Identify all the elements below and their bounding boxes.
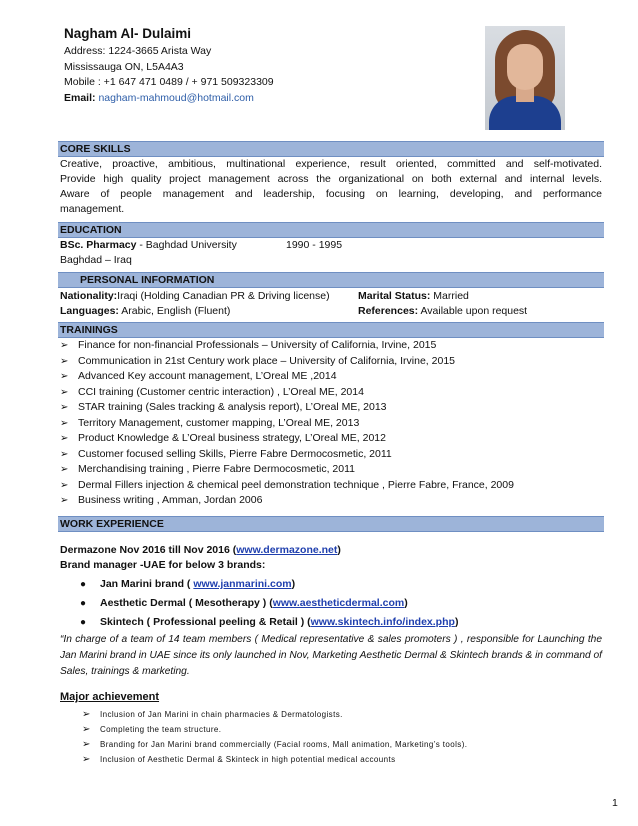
- arrow-bullet-icon: ➢: [60, 371, 69, 382]
- brands-list: [80, 575, 458, 632]
- education-heading: EDUCATION: [58, 222, 604, 238]
- core-skills-line: Provide high quality project management across the organizational on both external and internal levels.: [60, 173, 602, 185]
- languages-label: Languages:: [60, 305, 119, 317]
- list-item: ➢ CCI training (Customer centric interaction) , L’Oreal ME, 2014: [60, 385, 602, 401]
- list-item: ➢ STAR training (Sales tracking & analysis report), L’Oreal ME, 2013: [60, 400, 602, 416]
- work-experience-heading: WORK EXPERIENCE: [58, 516, 604, 532]
- arrow-bullet-icon: ➢: [82, 724, 91, 735]
- list-item: ➢ Completing the team structure.: [82, 724, 222, 735]
- arrow-bullet-icon: ➢: [82, 754, 91, 765]
- janmarini-link[interactable]: www.janmarini.com: [193, 578, 292, 590]
- core-skills-heading: CORE SKILLS: [58, 141, 604, 157]
- trainings-heading: TRAININGS: [58, 322, 604, 338]
- list-item: ➢ Business writing , Amman, Jordan 2006: [60, 493, 602, 509]
- nationality-label: Nationality:: [60, 290, 118, 302]
- address-line: Address: 1224-3665 Arista Way: [64, 45, 212, 57]
- bullet-icon: ●: [80, 579, 87, 590]
- languages-line: [60, 304, 230, 319]
- page-number: 1: [612, 797, 618, 809]
- core-skills-line: management.: [60, 203, 125, 215]
- marital-value: Married: [430, 290, 469, 302]
- nationality-line: [60, 289, 330, 304]
- personal-info-heading: PERSONAL INFORMATION: [58, 272, 604, 288]
- trainings-list: [60, 338, 602, 509]
- list-item: ➢ Territory Management, customer mapping, L’Oreal ME, 2013: [60, 416, 602, 432]
- list-item: ➢ Branding for Jan Marini brand commercially (Facial rooms, Mall animation, Marketing’s tools).: [82, 739, 468, 750]
- list-item: ➢ Finance for non-financial Professionals – University of California, Irvine, 2015: [60, 338, 602, 354]
- list-item: ➢ Inclusion of Jan Marini in chain pharmacies & Dermatologists.: [82, 709, 343, 720]
- arrow-bullet-icon: ➢: [82, 709, 91, 720]
- contact-header: [64, 26, 484, 106]
- list-item: ● Jan Marini brand ( www.janmarini.com): [80, 575, 458, 594]
- list-item: ● Skintech ( Professional peeling & Retail ) (www.skintech.info/index.php): [80, 613, 458, 632]
- list-item: ● Aesthetic Dermal ( Mesotherapy ) (www.aestheticdermal.com): [80, 594, 458, 613]
- profile-photo: [485, 26, 565, 130]
- mobile-line: Mobile : +1 647 471 0489 / + 971 509323309: [64, 76, 274, 88]
- references-value: Available upon request: [418, 305, 528, 317]
- arrow-bullet-icon: ➢: [60, 402, 69, 413]
- arrow-bullet-icon: ➢: [60, 448, 69, 460]
- achievements-list: [82, 707, 467, 767]
- arrow-bullet-icon: ➢: [82, 739, 91, 750]
- candidate-name: Nagham Al- Dulaimi: [64, 26, 192, 41]
- bullet-icon: ●: [80, 617, 87, 628]
- skintech-link[interactable]: www.skintech.info/index.php: [310, 616, 455, 628]
- email-link[interactable]: nagham-mahmoud@hotmail.com: [98, 91, 254, 104]
- arrow-bullet-icon: ➢: [60, 355, 69, 367]
- list-item: ➢ Communication in 21st Century work place – University of California, Irvine, 2015: [60, 354, 602, 370]
- arrow-bullet-icon: ➢: [60, 464, 69, 475]
- city-line: Mississauga ON, L5A4A3: [64, 60, 184, 73]
- arrow-bullet-icon: ➢: [60, 417, 69, 429]
- education-years: 1990 - 1995: [286, 239, 343, 251]
- arrow-bullet-icon: ➢: [60, 386, 69, 398]
- email-label: Email:: [64, 91, 96, 104]
- list-item: ➢ Product Knowledge & L’Oreal business strategy, L’Oreal ME, 2012: [60, 431, 602, 447]
- dermazone-link[interactable]: www.dermazone.net: [236, 544, 338, 556]
- list-item: ➢ Dermal Fillers injection & chemical peel demonstration technique , Pierre Fabre, France, 2009: [60, 478, 602, 494]
- job-description: “In charge of a team of 14 team members ( Medical representative & sales promoters ) , responsible for Launching the Jan Marini brand in UAE since its only launched in Nov, Marketing Aesthetic Dermal & Skintech brands & in command of Sales, trainings & marketing.: [60, 634, 602, 677]
- aestheticdermal-link[interactable]: www.aestheticdermal.com: [272, 597, 405, 609]
- major-achievement-heading: Major achievement: [60, 691, 160, 703]
- nationality-value: Iraqi (Holding Canadian PR & Driving license): [117, 290, 330, 302]
- bullet-icon: ●: [80, 598, 87, 609]
- arrow-bullet-icon: ➢: [60, 495, 69, 506]
- education-location: Baghdad – Iraq: [60, 254, 132, 266]
- marital-line: [358, 289, 469, 304]
- arrow-bullet-icon: ➢: [60, 340, 69, 351]
- core-skills-line: Aware of people management and leadership, focusing on learning, developing, and performance: [60, 188, 602, 200]
- list-item: ➢ Merchandising training , Pierre Fabre Dermocosmetic, 2011: [60, 462, 602, 478]
- job-line: Dermazone Nov 2016 till Nov 2016 (www.dermazone.net): [60, 544, 341, 556]
- arrow-bullet-icon: ➢: [60, 433, 69, 444]
- email-line: [64, 91, 484, 107]
- arrow-bullet-icon: ➢: [60, 479, 69, 491]
- degree: BSc. Pharmacy: [60, 239, 137, 251]
- references-label: References:: [358, 305, 419, 317]
- languages-value: Arabic, English (Fluent): [118, 305, 231, 317]
- school: - Baghdad University: [136, 239, 237, 251]
- job-role: Brand manager -UAE for below 3 brands:: [60, 559, 266, 571]
- education-degree-line: [60, 238, 237, 253]
- list-item: ➢ Customer focused selling Skills, Pierre Fabre Dermocosmetic, 2011: [60, 447, 602, 463]
- list-item: ➢ Inclusion of Aesthetic Dermal & Skinteck in high potential medical accounts: [82, 754, 396, 765]
- references-line: [358, 304, 527, 319]
- core-skills-line: Creative, proactive, ambitious, multinational experience, result oriented, committed and self-motivated.: [60, 158, 602, 170]
- list-item: ➢ Advanced Key account management, L’Oreal ME ,2014: [60, 369, 602, 385]
- marital-label: Marital Status:: [358, 290, 431, 302]
